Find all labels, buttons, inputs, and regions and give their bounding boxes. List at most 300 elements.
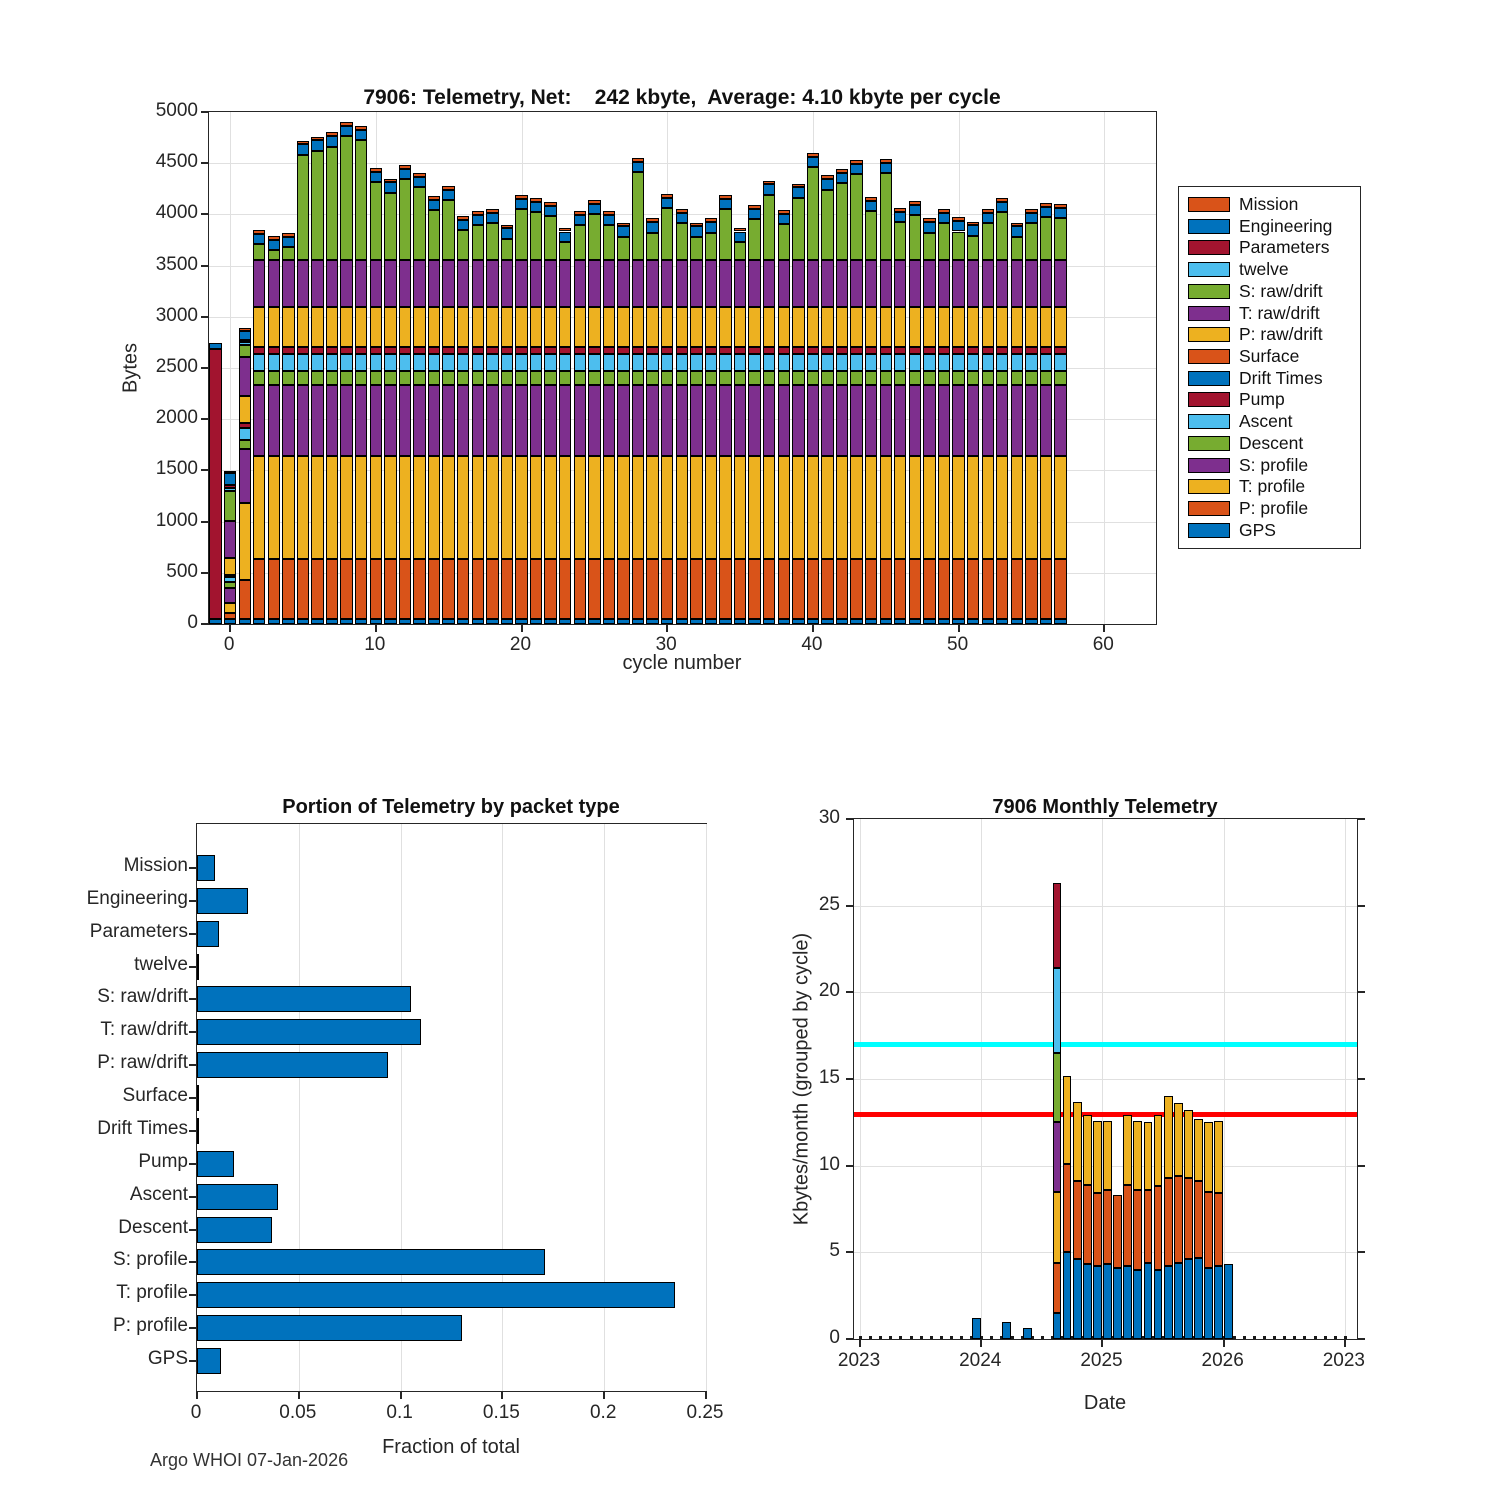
bar-segment-pump (909, 347, 921, 354)
bar-segment-s-raw-drift (807, 167, 819, 260)
legend-item-mission (1188, 194, 1351, 215)
bar-segment-mission (923, 218, 935, 222)
monthly-bar-segment-blue (1002, 1322, 1011, 1339)
bar-segment-pump (646, 347, 658, 354)
bar-segment-p-profile (821, 559, 833, 619)
bar-segment-s-raw-drift (472, 225, 484, 260)
bar-segment-p-profile (588, 559, 600, 619)
bar-segment-s-raw-drift (399, 179, 411, 260)
bar-segment-ascent (355, 354, 367, 371)
bar-segment-gps (850, 619, 862, 624)
bar-segment-descent (472, 371, 484, 385)
x-tick-label: 0.2 (589, 1402, 617, 1423)
bar-segment-t-raw-drift (923, 260, 935, 307)
bar-segment-descent (836, 371, 848, 385)
bar-segment-s-raw-drift (1040, 217, 1052, 260)
zero-month-stub (1344, 1336, 1347, 1339)
bar-segment-t-raw-drift (836, 260, 848, 307)
bar-segment-mission (457, 216, 469, 220)
bar-segment-s-profile (617, 385, 629, 456)
bar-segment-s-raw-drift (646, 233, 658, 261)
bar-segment-s-raw-drift (676, 223, 688, 260)
y-axis-tick (189, 1064, 196, 1066)
legend-swatch (1188, 414, 1230, 429)
bar-segment-mission (1054, 204, 1066, 208)
zero-month-stub (869, 1336, 872, 1339)
bar-segment-ascent (1011, 354, 1023, 371)
bar-segment-p-raw-drift (923, 307, 935, 347)
bar-segment-t-profile (326, 456, 338, 559)
bar-segment-pump (224, 575, 236, 577)
y-tick-label: 10 (818, 1153, 840, 1175)
x-tick-label: 0.05 (279, 1402, 317, 1423)
bar-segment-t-profile (1025, 456, 1037, 559)
bar-segment-mission (472, 211, 484, 215)
bar-segment-mission (326, 132, 338, 136)
bar-segment-gps (792, 619, 804, 624)
bar-segment-descent (268, 371, 280, 385)
monthly-bar-segment-yellow (1174, 1103, 1183, 1176)
bar-segment-s-profile (1025, 385, 1037, 456)
bar-segment-pump (384, 347, 396, 354)
bar-segment-s-raw-drift (982, 223, 994, 260)
y-tick-label: 2500 (155, 356, 198, 377)
bar-segment-pump (1054, 347, 1066, 354)
bar-segment-s-profile (1011, 385, 1023, 456)
bar-segment-mission (370, 168, 382, 172)
bar-segment-gps (982, 619, 994, 624)
bar-segment-s-raw-drift (938, 223, 950, 260)
bar-segment-ascent (574, 354, 586, 371)
bar-segment-gps (515, 619, 527, 624)
bar-segment-ascent (603, 354, 615, 371)
bar-segment-mission (297, 141, 309, 145)
y-axis-tick (189, 966, 196, 968)
bar-segment-pump (239, 423, 251, 428)
bar-segment-t-profile (282, 456, 294, 559)
bar-segment-engineering (442, 190, 454, 200)
bar-segment-t-profile (253, 456, 265, 559)
bar-segment-t-raw-drift (486, 260, 498, 307)
bar-segment-ascent (1040, 354, 1052, 371)
bar-segment-p-raw-drift (384, 307, 396, 347)
x-tick-label: 20 (509, 634, 532, 655)
bar-segment-p-profile (734, 559, 746, 619)
bar-segment-s-raw-drift (1011, 237, 1023, 261)
bar-segment-engineering (836, 173, 848, 183)
monthly-bar-segment-blue (1113, 1268, 1122, 1339)
bar-segment-t-profile (224, 603, 236, 613)
bar-segment-p-raw-drift (559, 307, 571, 347)
bar-segment-p-raw-drift (676, 307, 688, 347)
bar-segment-mission (544, 202, 556, 206)
bar-segment-s-profile (1054, 385, 1066, 456)
bar-segment-mission (574, 211, 586, 215)
bar-segment-engineering (792, 187, 804, 197)
legend-swatch (1188, 306, 1230, 321)
legend-swatch (1188, 284, 1230, 299)
bar-segment-gps (413, 619, 425, 624)
hbar-t-profile (197, 1282, 675, 1308)
bar-segment-engineering (515, 199, 527, 209)
bar-segment-s-profile (224, 588, 236, 603)
bar-segment-p-raw-drift (996, 307, 1008, 347)
bar-segment-engineering (690, 226, 702, 236)
bar-segment-s-raw-drift (748, 219, 760, 260)
bar-segment-engineering (268, 240, 280, 250)
monthly-bar-segment-blue (1214, 1266, 1223, 1339)
bar-segment-s-profile (632, 385, 644, 456)
legend-label: P: raw/drift (1239, 324, 1323, 345)
y-axis-tick (201, 111, 208, 113)
y-axis-tick (189, 867, 196, 869)
bar-segment-mission (239, 328, 251, 331)
monthly-bar-segment-orange (1093, 1193, 1102, 1266)
monthly-bar-segment-orange (1204, 1192, 1213, 1268)
zero-month-stub (1324, 1336, 1327, 1339)
bar-segment-t-profile (690, 456, 702, 559)
y-axis-tick (189, 1196, 196, 1198)
bar-segment-t-profile (778, 456, 790, 559)
bar-segment-p-raw-drift (792, 307, 804, 347)
bar-segment-s-raw-drift (311, 151, 323, 261)
bar-segment-t-profile (617, 456, 629, 559)
bar-segment-p-profile (967, 559, 979, 619)
bar-segment-s-raw-drift (836, 183, 848, 260)
bar-segment-mission (413, 173, 425, 177)
zero-month-stub (930, 1336, 933, 1339)
x-axis-tick (859, 1340, 861, 1347)
bar-segment-engineering (967, 225, 979, 235)
bar-segment-descent (865, 371, 877, 385)
bar-segment-p-raw-drift (836, 307, 848, 347)
monthly-bar-segment-yellow (1063, 1076, 1072, 1164)
monthly-bar-segment-orange (1164, 1178, 1173, 1266)
bar-segment-p-profile (1040, 559, 1052, 619)
bar-segment-p-raw-drift (880, 307, 892, 347)
bar-segment-ascent (486, 354, 498, 371)
bar-segment-pump (778, 347, 790, 354)
bar-segment-mission (559, 228, 571, 232)
bar-segment-pump (676, 347, 688, 354)
bar-segment-t-raw-drift (384, 260, 396, 307)
bar-segment-s-profile (413, 385, 425, 456)
legend-label: T: profile (1239, 476, 1306, 497)
legend-label: Mission (1239, 194, 1299, 214)
bar-segment-t-raw-drift (967, 260, 979, 307)
bar-segment-pump (268, 347, 280, 354)
bar-segment-descent (340, 371, 352, 385)
bar-segment-s-profile (690, 385, 702, 456)
bar-segment-ascent (996, 354, 1008, 371)
bar-segment-gps (632, 619, 644, 624)
bar-segment-t-raw-drift (574, 260, 586, 307)
y-axis-tick (846, 1338, 853, 1340)
bar-segment-t-profile (1054, 456, 1066, 559)
bar-segment-t-raw-drift (268, 260, 280, 307)
bar-segment-t-raw-drift (399, 260, 411, 307)
bar-segment-s-profile (588, 385, 600, 456)
bar-segment-engineering (952, 221, 964, 231)
bar-segment-s-raw-drift (588, 214, 600, 260)
bar-segment-s-profile (865, 385, 877, 456)
bar-segment-mission (603, 211, 615, 215)
bar-segment-p-profile (617, 559, 629, 619)
y-axis-tick-right (1358, 1078, 1365, 1080)
bar-segment-ascent (559, 354, 571, 371)
bar-segment-t-raw-drift (792, 260, 804, 307)
bar-segment-descent (588, 371, 600, 385)
bar-segment-engineering (909, 205, 921, 215)
bar-segment-p-profile (894, 559, 906, 619)
bar-segment-ascent (530, 354, 542, 371)
monthly-bar-segment-blue (1083, 1264, 1092, 1339)
bar-segment-p-profile (880, 559, 892, 619)
bar-segment-s-raw-drift (442, 200, 454, 261)
bar-segment-engineering (763, 184, 775, 194)
bar-segment-descent (646, 371, 658, 385)
bar-segment-mission (399, 165, 411, 169)
bar-segment-s-raw-drift (297, 155, 309, 261)
bar-segment-descent (239, 440, 251, 449)
monthly-bar-segment-green (1053, 1053, 1062, 1122)
bar-segment-descent (967, 371, 979, 385)
y-axis-tick (201, 367, 208, 369)
bar-segment-ascent (297, 354, 309, 371)
bar-segment-p-profile (544, 559, 556, 619)
bar-segment-p-profile (340, 559, 352, 619)
bar-segment-p-profile (690, 559, 702, 619)
bar-segment-t-raw-drift (632, 260, 644, 307)
bar-segment-s-profile (355, 385, 367, 456)
bar-segment-pump (982, 347, 994, 354)
bar-segment-s-raw-drift (821, 190, 833, 261)
bar-segment-s-profile (457, 385, 469, 456)
bar-segment-s-raw-drift (486, 223, 498, 260)
bar-segment-engineering (1011, 226, 1023, 236)
bar-segment-engineering (311, 140, 323, 150)
bar-segment-pump (370, 347, 382, 354)
bar-segment-p-raw-drift (603, 307, 615, 347)
bar-segment-s-profile (311, 385, 323, 456)
bar-segment-descent (894, 371, 906, 385)
bar-segment-s-raw-drift (413, 187, 425, 260)
bar-segment-pump (821, 347, 833, 354)
bar-segment-t-raw-drift (705, 260, 717, 307)
bar-segment-s-raw-drift (428, 210, 440, 260)
y-axis-tick (201, 418, 208, 420)
bar-segment-descent (778, 371, 790, 385)
bar-segment-t-raw-drift (909, 260, 921, 307)
legend-item-s-raw-drift (1188, 281, 1351, 302)
legend-item-p-profile (1188, 498, 1351, 519)
bar-segment-p-profile (224, 613, 236, 619)
monthly-bar-segment-orange (1113, 1195, 1122, 1268)
y-axis-tick (846, 818, 853, 820)
bar-segment-ascent (836, 354, 848, 371)
bar-segment-engineering (632, 162, 644, 172)
bar-segment-mission (617, 223, 629, 227)
bar-segment-t-raw-drift (1025, 260, 1037, 307)
bar-segment-gps (224, 619, 236, 624)
bar-segment-s-raw-drift (923, 233, 935, 261)
bar-segment-engineering (457, 220, 469, 230)
bar-segment-ascent (938, 354, 950, 371)
bar-segment-descent (705, 371, 717, 385)
bar-segment-mission (632, 158, 644, 162)
y-axis-tick (189, 1097, 196, 1099)
legend-label: Pump (1239, 389, 1285, 410)
legend-swatch (1188, 219, 1230, 234)
category-label-pump: Pump (138, 1150, 188, 1172)
x-tick-label: 60 (1092, 634, 1114, 655)
bar-segment-descent (748, 371, 760, 385)
bar-segment-engineering (1025, 213, 1037, 223)
bar-segment-t-raw-drift (734, 260, 746, 307)
bar-segment-mission (865, 197, 877, 201)
bar-segment-mission (748, 205, 760, 209)
bar-segment-pump (413, 347, 425, 354)
x-axis-tick (1344, 1340, 1346, 1347)
bar-segment-s-raw-drift (340, 136, 352, 260)
bar-segment-descent (996, 371, 1008, 385)
bar-segment-s-profile (326, 385, 338, 456)
bar-segment-s-profile (1040, 385, 1052, 456)
bar-segment-s-profile (792, 385, 804, 456)
bar-segment-gps (778, 619, 790, 624)
legend-item-s-profile (1188, 455, 1351, 476)
bar-segment-p-profile (836, 559, 848, 619)
bar-segment-ascent (617, 354, 629, 371)
portion-chart-title: Portion of Telemetry by packet type (282, 796, 620, 818)
bar-segment-pump (326, 347, 338, 354)
bar-segment-t-raw-drift (1054, 260, 1066, 307)
zero-month-stub (1334, 1336, 1337, 1339)
bar-segment-t-profile (413, 456, 425, 559)
bar-segment-ascent (326, 354, 338, 371)
bar-segment-p-profile (719, 559, 731, 619)
bar-segment-pump (399, 347, 411, 354)
bar-segment-p-raw-drift (617, 307, 629, 347)
bar-segment-engineering (923, 222, 935, 232)
bar-segment-descent (326, 371, 338, 385)
zero-month-stub (910, 1336, 913, 1339)
bar-segment-pump (661, 347, 673, 354)
bar-segment-ascent (676, 354, 688, 371)
bar-segment-pump (807, 347, 819, 354)
bar-segment-s-raw-drift (880, 173, 892, 260)
bar-segment-p-profile (297, 559, 309, 619)
bar-segment-s-raw-drift (952, 232, 964, 261)
bar-segment-gps (909, 619, 921, 624)
bar-segment-pump (515, 347, 527, 354)
bar-segment-t-profile (719, 456, 731, 559)
bar-segment-ascent (792, 354, 804, 371)
bar-segment-mission (705, 218, 717, 222)
monthly-bar-segment-blue (1093, 1266, 1102, 1339)
bar-segment-t-profile (442, 456, 454, 559)
bar-segment-p-raw-drift (778, 307, 790, 347)
y-tick-label: 30 (818, 807, 840, 828)
bar-segment-descent (311, 371, 323, 385)
category-label-t-raw-drift: T: raw/drift (100, 1019, 188, 1041)
bar-segment-mission (982, 209, 994, 213)
bar-segment-s-profile (559, 385, 571, 456)
bar-segment-t-raw-drift (457, 260, 469, 307)
bar-segment-mission (850, 160, 862, 164)
bar-segment-p-profile (748, 559, 760, 619)
bar-segment-ascent (763, 354, 775, 371)
bar-segment-s-raw-drift (719, 209, 731, 261)
bar-segment-engineering (486, 213, 498, 223)
bar-segment-descent (676, 371, 688, 385)
bar-segment-gps (340, 619, 352, 624)
bar-segment-engineering (734, 232, 746, 242)
bar-segment-engineering (297, 144, 309, 154)
bar-segment-ascent (457, 354, 469, 371)
bar-segment-engineering (413, 177, 425, 187)
bar-segment-descent (486, 371, 498, 385)
y-gridline (854, 992, 1357, 993)
bar-segment-mission (253, 230, 265, 234)
bar-segment-pump (792, 347, 804, 354)
bar-segment-p-profile (384, 559, 396, 619)
cyan-threshold-line (854, 1042, 1357, 1047)
x-axis-tick (1101, 1340, 1103, 1347)
bar-segment-pump (588, 347, 600, 354)
legend-item-p-raw-drift (1188, 324, 1351, 345)
bar-segment-p-profile (1054, 559, 1066, 619)
bar-segment-pump (340, 347, 352, 354)
x-axis-tick (958, 625, 960, 632)
bar-segment-p-profile (1011, 559, 1023, 619)
bar-segment-mission (880, 159, 892, 163)
bar-segment-descent (442, 371, 454, 385)
bar-segment-s-profile (282, 385, 294, 456)
legend-label: Parameters (1239, 237, 1330, 258)
category-label-mission: Mission (123, 855, 188, 876)
bar-segment-p-raw-drift (763, 307, 775, 347)
bar-segment-p-raw-drift (748, 307, 760, 347)
legend-label: twelve (1239, 259, 1289, 280)
bar-segment-pump (311, 347, 323, 354)
bar-segment-twelve (239, 342, 251, 345)
monthly-bar-segment-yellow (1053, 1192, 1062, 1263)
bar-segment-p-profile (850, 559, 862, 619)
monthly-bar-segment-orange (1214, 1193, 1223, 1266)
bar-segment-s-raw-drift (865, 211, 877, 260)
bar-segment-t-raw-drift (413, 260, 425, 307)
y-axis-tick (201, 521, 208, 523)
bar-segment-t-profile (880, 456, 892, 559)
monthly-bar-segment-yellow (1184, 1110, 1193, 1178)
bar-segment-descent (282, 371, 294, 385)
bar-segment-ascent (705, 354, 717, 371)
y-axis-tick (201, 469, 208, 471)
bar-segment-descent (792, 371, 804, 385)
bar-segment-s-profile (661, 385, 673, 456)
bar-segment-t-profile (399, 456, 411, 559)
x-axis-tick (1103, 625, 1105, 632)
bar-segment-s-raw-drift (690, 237, 702, 261)
bar-segment-p-profile (661, 559, 673, 619)
bar-segment-p-profile (646, 559, 658, 619)
legend-swatch (1188, 479, 1230, 494)
bar-segment-s-raw-drift (239, 345, 251, 357)
category-label-s-raw-drift: S: raw/drift (97, 986, 188, 1008)
bar-segment-ascent (588, 354, 600, 371)
monthly-bar-segment-orange (1194, 1181, 1203, 1257)
